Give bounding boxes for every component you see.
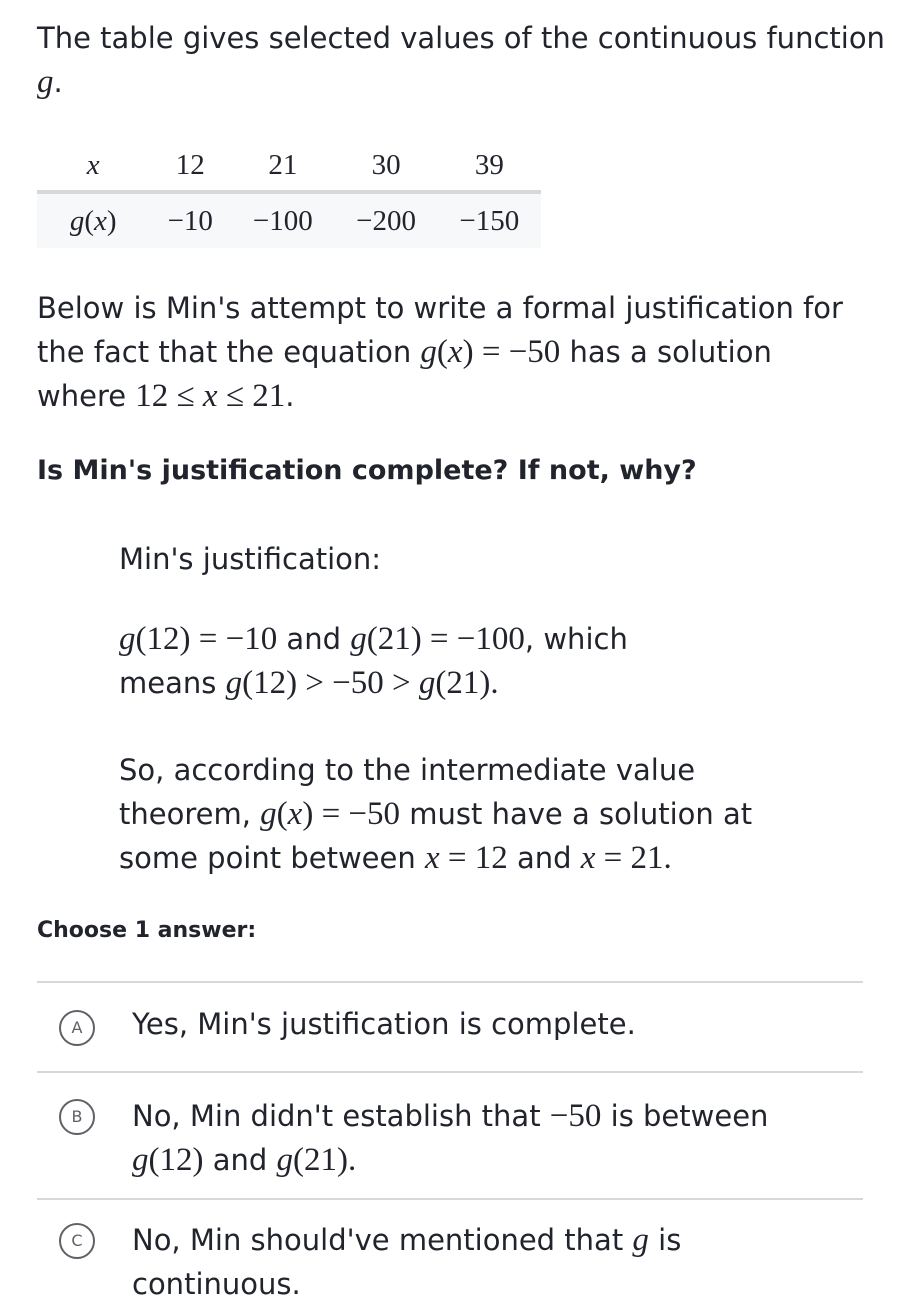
table-cell: −100 (231, 192, 334, 248)
prompt-line-2-pre: the fact that the equation (37, 335, 412, 369)
justification-paragraph-2: So, according to the intermediate value theorem, g(x) = −50 must have a solution at some point between x = 12 and x = 21. (119, 753, 753, 876)
prompt-bounds: 12 ≤ x ≤ 21 (135, 378, 286, 414)
choice-letter-b: B (59, 1099, 95, 1135)
intro-period: . (53, 65, 63, 99)
prompt-paragraph: Below is Min's attempt to write a formal justification for the fact that the equation g(x) = −50 has a solution where 12 ≤ x ≤ 21. (37, 291, 843, 414)
values-table (37, 140, 541, 248)
choose-label: Choose 1 answer: (37, 918, 257, 943)
justification-paragraph-1: g(12) = −10 and g(21) = −100, which means g(12) > −50 > g(21). (119, 621, 628, 701)
answer-option-c[interactable] (37, 1199, 867, 1301)
table-header-gx: g(x) (37, 192, 149, 248)
table-row-gx (37, 192, 541, 248)
intro-text (37, 16, 887, 104)
intro-function-name: g (37, 64, 54, 100)
option-b-text: No, Min didn't establish that −50 is between g(12) and g(21). (132, 1098, 769, 1178)
intro-sentence: The table gives selected values of the continuous function (37, 21, 885, 55)
table-cell: −200 (334, 192, 437, 248)
answer-option-a[interactable] (37, 982, 867, 1071)
prompt-line-3-pre: where (37, 379, 127, 413)
justification-title: Min's justification: (119, 542, 382, 576)
answer-option-b[interactable] (37, 1072, 867, 1198)
choice-letter-c: C (59, 1223, 95, 1259)
table-header-x: x (37, 140, 149, 192)
prompt-equation: g(x) = −50 (420, 334, 561, 370)
table-cell: 39 (438, 140, 541, 192)
choice-letter-a: A (59, 1010, 95, 1046)
prompt-line-2-post: has a solution (569, 335, 772, 369)
table-cell: −150 (438, 192, 541, 248)
option-a-text: Yes, Min's justification is complete. (132, 1007, 636, 1041)
table-cell: 30 (334, 140, 437, 192)
option-c-text: No, Min should've mentioned that g is continuous. (132, 1222, 682, 1301)
prompt-line-1: Below is Min's attempt to write a formal justification for (37, 291, 843, 325)
table-cell: 21 (231, 140, 334, 192)
table-row-x (37, 140, 541, 192)
table-cell: 12 (149, 140, 231, 192)
question-heading: Is Min's justification complete? If not, why? (37, 455, 697, 486)
table-cell: −10 (149, 192, 231, 248)
